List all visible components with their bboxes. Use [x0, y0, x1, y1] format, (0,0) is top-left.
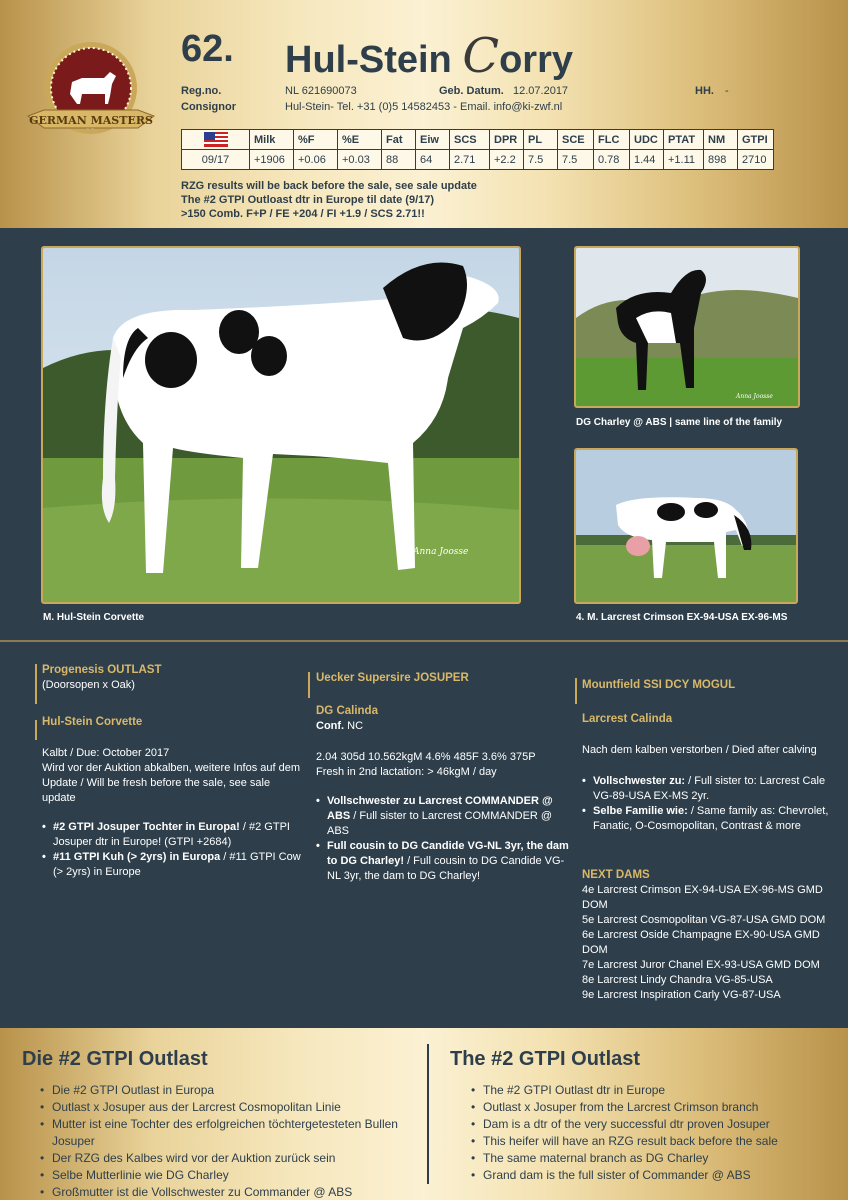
- pedigree-col-2: [316, 671, 574, 884]
- val-pl: 7.5: [524, 150, 558, 170]
- footer-en-title: The #2 GTPI Outlast: [450, 1048, 641, 1070]
- val-scs: 2.71: [450, 150, 490, 170]
- next-dam: 8e Larcrest Lindy Chandra VG-85-USA: [582, 974, 773, 986]
- col-pct-fat: %F: [294, 130, 338, 150]
- footer-de-title: Die #2 GTPI Outlast: [22, 1048, 208, 1070]
- top-right-photo: [574, 246, 800, 408]
- footer-en-item: • The #2 GTPI Outlast dtr in Europe: [471, 1082, 841, 1099]
- val-gtpi: 2710: [738, 150, 774, 170]
- note-2: The #2 GTPI Outloast dtr in Europe til date (9/17): [181, 194, 435, 206]
- next-dam: 5e Larcrest Cosmopolitan VG-87-USA GMD DOM: [582, 914, 826, 926]
- dam-info-1: Kalbt / Due: October 2017: [42, 747, 170, 759]
- grand-dam-name: DG Calinda: [316, 705, 378, 717]
- next-dam: 6e Larcrest Oside Champagne EX-90-USA GMD DOM: [582, 929, 820, 956]
- next-dams-title: NEXT DAMS: [582, 869, 650, 881]
- sire-name: Progenesis OUTLAST: [42, 664, 162, 676]
- footer-en-item: • Grand dam is the full sister of Commander @ ABS: [471, 1167, 841, 1184]
- bottom-right-photo: [574, 448, 798, 604]
- footer-en-list: [471, 1082, 841, 1184]
- top-right-photo-credit: Anna Joosse: [736, 393, 773, 400]
- val-milk: +1906: [250, 150, 294, 170]
- col-flc: FLC: [594, 130, 630, 150]
- hh-label: HH.: [695, 85, 714, 97]
- next-dam: 4e Larcrest Crimson EX-94-USA EX-96-MS GMD DOM: [582, 884, 823, 911]
- pedigree-bar-sire-2: [308, 672, 310, 698]
- col-udc: UDC: [630, 130, 664, 150]
- footer-en-item: • This heifer will have an RZG result back before the sale: [471, 1133, 841, 1150]
- hh-value: -: [725, 85, 729, 97]
- consignor-value: Hul-Stein- Tel. +31 (0)5 14582453 - Email. info@ki-zwf.nl: [285, 101, 563, 113]
- performance-date: 09/17: [182, 150, 250, 170]
- animal-name-prefix: Hul-Stein: [285, 39, 452, 81]
- footer-de-item: • Der RZG des Kalbes wird vor der Auktion zurück sein: [40, 1150, 425, 1167]
- main-photo-caption: M. Hul-Stein Corvette: [43, 612, 145, 623]
- performance-table: [181, 129, 774, 170]
- header: [0, 0, 848, 228]
- val-pct-fat: +0.06: [294, 150, 338, 170]
- great-grand-dam-bullet: • Selbe Familie wie: / Same family as: Chevrolet, Fanatic, O-Cosmopolitan, Contrast & more: [582, 804, 844, 834]
- col-pl: PL: [524, 130, 558, 150]
- val-sce: 7.5: [558, 150, 594, 170]
- footer: [0, 1028, 848, 1200]
- col-sce: SCE: [558, 130, 594, 150]
- section-divider: [0, 640, 848, 642]
- logo-text: GERMAN MASTERS: [29, 114, 153, 127]
- great-grand-sire-name: Mountfield SSI DCY MOGUL: [582, 679, 736, 691]
- animal-name-rest: orry: [499, 39, 573, 81]
- grand-dam-lactation: 2.04 305d 10.562kgM 4.6% 485F 3.6% 375P: [316, 751, 536, 763]
- col-milk: Milk: [250, 130, 294, 150]
- next-dam: 7e Larcrest Juror Chanel EX-93-USA GMD DOM: [582, 959, 820, 971]
- col-gtpi: GTPI: [738, 130, 774, 150]
- performance-header-row: [182, 130, 774, 150]
- footer-de-item: • Selbe Mutterlinie wie DG Charley: [40, 1167, 425, 1184]
- val-nm: 898: [704, 150, 738, 170]
- val-flc: 0.78: [594, 150, 630, 170]
- val-protein: 64: [416, 150, 450, 170]
- grand-dam-bullet: • Full cousin to DG Candide VG-NL 3yr, the dam to DG Charley! / Full cousin to DG Candide VG-NL 3yr, the dam to DG Charley!: [316, 839, 574, 884]
- val-ptat: +1.11: [664, 150, 704, 170]
- footer-de-item: • Großmutter ist die Vollschwester zu Commander @ ABS: [40, 1184, 425, 1200]
- col-protein: Eiw: [416, 130, 450, 150]
- col-ptat: PTAT: [664, 130, 704, 150]
- great-grand-dam-bullets: [582, 774, 844, 834]
- grand-dam-bullet: • Vollschwester zu Larcrest COMMANDER @ ABS / Full sister to Larcrest COMMANDER @ ABS: [316, 794, 574, 839]
- col-nm: NM: [704, 130, 738, 150]
- next-dam: 9e Larcrest Inspiration Carly VG-87-USA: [582, 989, 781, 1001]
- pedigree-col-3: [582, 678, 844, 1003]
- animal-name-initial: C: [462, 28, 500, 84]
- val-pct-protein: +0.03: [338, 150, 382, 170]
- val-dpr: +2.2: [490, 150, 524, 170]
- main-photo: [41, 246, 521, 604]
- great-grand-dam-bullet: • Vollschwester zu: / Full sister to: Larcrest Cale VG-89-USA EX-MS 2yr.: [582, 774, 844, 804]
- dam-info-2: Wird vor der Auktion abkalben, weitere Infos auf dem Update / Will be fresh before the sale, see sale update: [42, 762, 301, 804]
- birth-value: 12.07.2017: [513, 85, 569, 97]
- footer-de-list: [40, 1082, 425, 1200]
- note-1: RZG results will be back before the sale, see sale update: [181, 180, 477, 192]
- pedigree-col-1: [42, 663, 302, 880]
- larcrest-crimson-image: [576, 450, 796, 602]
- footer-de-item: • Die #2 GTPI Outlast in Europa: [40, 1082, 425, 1099]
- flag-cell: [182, 130, 250, 150]
- pedigree-bar-sire-1: [35, 664, 37, 704]
- performance-value-row: [182, 150, 774, 170]
- reg-label: Reg.no.: [181, 85, 222, 97]
- top-right-photo-caption: DG Charley @ ABS | same line of the family: [576, 417, 783, 428]
- grand-dam-conf: Conf. NC: [316, 720, 364, 732]
- dam-bullet: • #11 GTPI Kuh (> 2yrs) in Europa / #11 GTPI Cow (> 2yrs) in Europe: [42, 850, 302, 880]
- great-grand-dam-name: Larcrest Calinda: [582, 713, 673, 725]
- reg-value: NL 621690073: [285, 85, 357, 97]
- grand-sire-name: Uecker Supersire JOSUPER: [316, 672, 469, 684]
- animal-name: [285, 28, 573, 84]
- col-scs: SCS: [450, 130, 490, 150]
- grand-dam-bullets: [316, 794, 574, 884]
- col-dpr: DPR: [490, 130, 524, 150]
- consignor-label: Consignor: [181, 101, 236, 113]
- sire-sub: (Doorsopen x Oak): [42, 679, 135, 691]
- bottom-right-photo-caption: 4. M. Larcrest Crimson EX-94-USA EX-96-MS: [576, 612, 788, 623]
- birth-label: Geb. Datum.: [439, 85, 504, 97]
- dam-name: Hul-Stein Corvette: [42, 716, 143, 728]
- footer-de-item: • Mutter ist eine Tochter des erfolgreichen töchtergetesteten Bullen Josuper: [40, 1116, 425, 1150]
- main-cow-image: [43, 248, 519, 602]
- dam-bullet: • #2 GTPI Josuper Tochter in Europa! / #2 GTPI Josuper dtr in Europe! (GTPI +2684): [42, 820, 302, 850]
- footer-en-item: • Dam is a dtr of the very successful dtr proven Josuper: [471, 1116, 841, 1133]
- col-fat: Fat: [382, 130, 416, 150]
- footer-de-item: • Outlast x Josuper aus der Larcrest Cosmopolitan Linie: [40, 1099, 425, 1116]
- val-udc: 1.44: [630, 150, 664, 170]
- footer-en-item: • Outlast x Josuper from the Larcrest Crimson branch: [471, 1099, 841, 1116]
- col-pct-protein: %E: [338, 130, 382, 150]
- lot-number: 62.: [181, 28, 234, 70]
- dg-charley-image: [576, 248, 798, 406]
- great-grand-dam-info: Nach dem kalben verstorben / Died after calving: [582, 744, 817, 756]
- grand-dam-fresh: Fresh in 2nd lactation: > 46kgM / day: [316, 766, 497, 778]
- note-3: >150 Comb. F+P / FE +204 / FI +1.9 / SCS 2.71!!: [181, 208, 425, 220]
- usa-flag-icon: [204, 132, 228, 147]
- footer-en-item: • The same maternal branch as DG Charley: [471, 1150, 841, 1167]
- german-masters-logo: [22, 38, 160, 144]
- main-photo-credit: Anna Joosse: [413, 547, 469, 557]
- dam-bullets: [42, 820, 302, 880]
- footer-divider: [427, 1044, 429, 1184]
- pedigree-bar-sire-3: [575, 678, 577, 704]
- val-fat: 88: [382, 150, 416, 170]
- pedigree-bar-dam-1: [35, 720, 37, 740]
